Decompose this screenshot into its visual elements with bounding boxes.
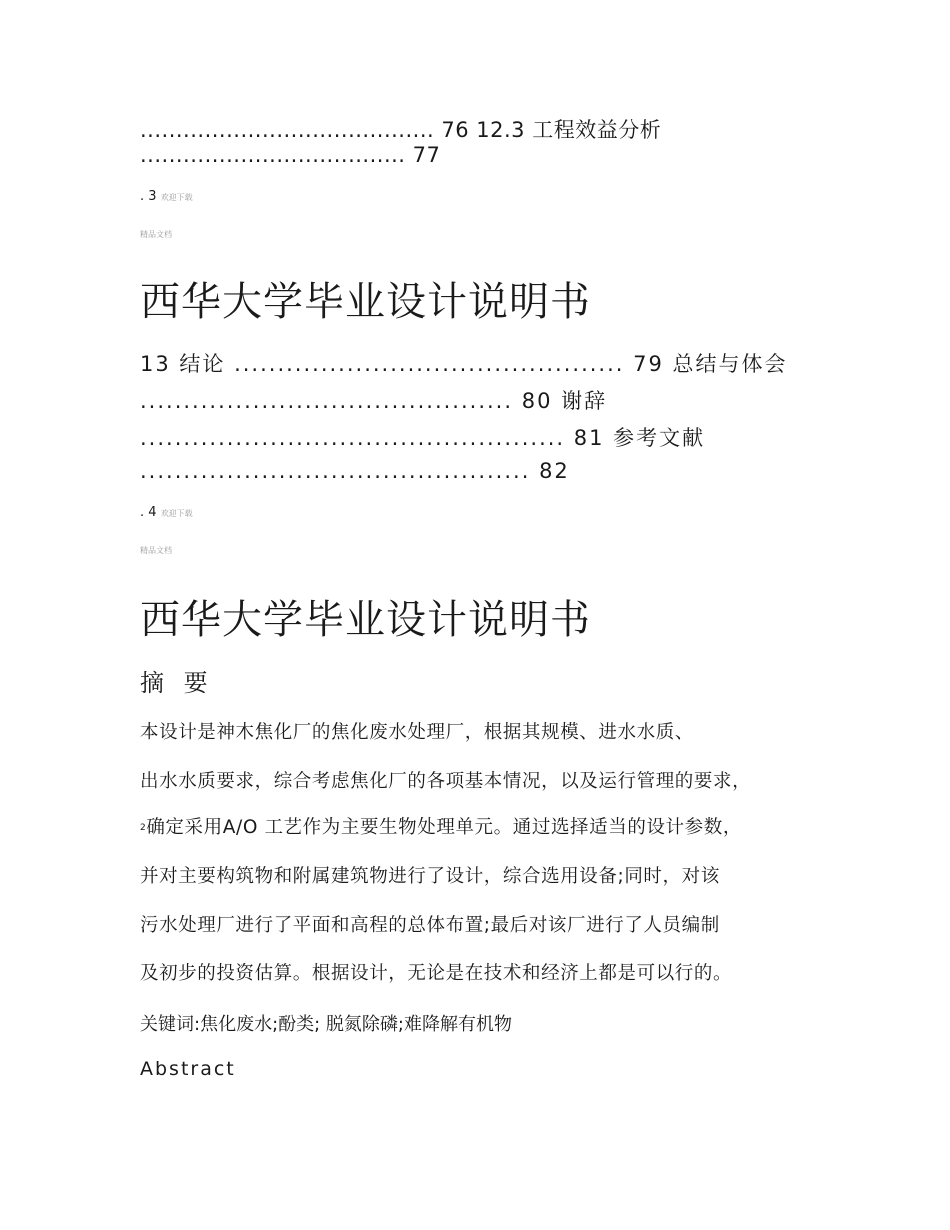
summary-line bbox=[140, 813, 742, 839]
download-label: 欢迎下载 bbox=[160, 509, 193, 518]
toc-line: ................................................. 81 参考文献 bbox=[140, 426, 706, 450]
summary-heading: 摘 要 bbox=[140, 669, 214, 697]
toc-line: ............................................. 82 bbox=[140, 459, 570, 483]
summary-line: 并对主要构筑物和附属建筑物进行了设计，综合选用设备;同时，对该 bbox=[140, 866, 720, 887]
summary-line-text: 确定采用A/O 工艺作为主要生物处理单元。通过选择适当的设计参数， bbox=[146, 817, 742, 838]
toc-line: ........................................... 80 谢辞 bbox=[140, 389, 608, 413]
toc-line: ..................................... 77 bbox=[140, 143, 441, 167]
abstract-heading: Abstract bbox=[140, 1058, 236, 1080]
keywords: 关键词:焦化废水;酚类; 脱氮除磷;难降解有机物 bbox=[140, 1014, 512, 1035]
toc-line: ......................................... 76 12.3 工程效益分析 bbox=[140, 118, 662, 142]
download-label: 欢迎下载 bbox=[160, 193, 193, 202]
page-header-title: 西华大学毕业设计说明书 bbox=[140, 279, 591, 325]
line-prefix: 2 bbox=[140, 823, 147, 833]
summary-line: 污水处理厂进行了平面和高程的总体布置;最后对该厂进行了人员编制 bbox=[140, 915, 720, 936]
page-number: . 3 bbox=[140, 189, 157, 204]
summary-line: 本设计是神木焦化厂的焦化废水处理厂，根据其规模、进水水质、 bbox=[140, 722, 694, 743]
page-number: . 4 bbox=[140, 505, 157, 520]
doc-label: 精品文档 bbox=[140, 546, 172, 555]
doc-label: 精品文档 bbox=[140, 230, 172, 239]
page-header-title: 西华大学毕业设计说明书 bbox=[140, 597, 591, 643]
summary-line: 及初步的投资估算。根据设计，无论是在技术和经济上都是可以行的。 bbox=[140, 963, 733, 984]
page-marker bbox=[140, 505, 193, 520]
toc-line: 13 结论 ............................................. 79 总结与体会 bbox=[140, 352, 788, 376]
summary-line: 出水水质要求，综合考虑焦化厂的各项基本情况，以及运行管理的要求， bbox=[140, 771, 752, 792]
page-marker bbox=[140, 189, 193, 204]
